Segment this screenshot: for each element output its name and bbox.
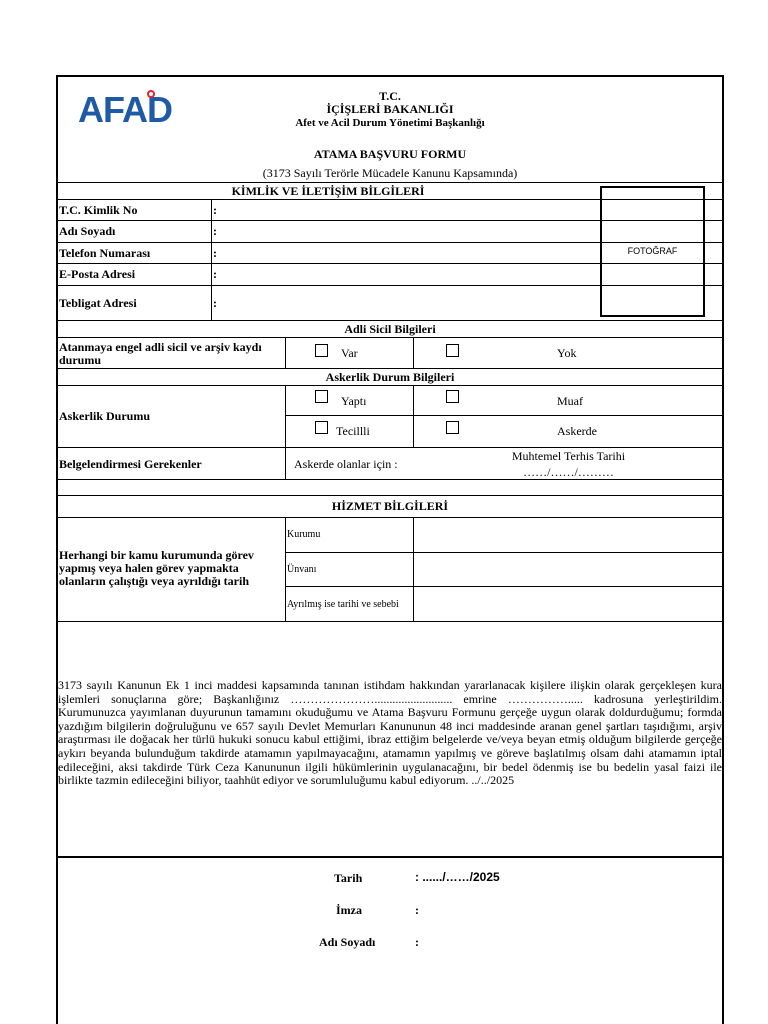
documentation-label: Belgelendirmesi Gerekenler [59, 457, 202, 471]
signature-field[interactable] [423, 898, 703, 922]
field-sep: : [213, 224, 217, 238]
header-ministry: İÇİŞLERİ BAKANLIĞI [326, 102, 454, 116]
name-input[interactable] [218, 222, 598, 241]
rule [56, 517, 724, 518]
rule [285, 552, 724, 553]
rule [285, 517, 286, 621]
header-line-1: T.C. [379, 89, 401, 103]
discharge-date-value[interactable]: ……/……/……… [523, 465, 614, 479]
date-value[interactable]: : ....../……/2025 [415, 870, 500, 884]
military-exempt-checkbox[interactable] [446, 390, 459, 403]
rule [285, 337, 286, 368]
title-input[interactable] [415, 554, 721, 585]
photo-box [600, 186, 705, 317]
criminal-question: Atanmaya engel adli sicil ve arşiv kaydı durumu [59, 340, 262, 367]
field-sep: : [213, 296, 217, 310]
service-section-title: HİZMET BİLGİLERİ [331, 499, 449, 513]
rule [413, 337, 414, 368]
rule [56, 242, 724, 243]
rule [56, 320, 724, 321]
rule [211, 199, 212, 320]
form-subtitle: (3173 Sayılı Terörle Mücadele Kanunu Kapsamında) [262, 166, 518, 180]
form-title: ATAMA BAŞVURU FORMU [313, 147, 467, 161]
rule [56, 479, 724, 480]
rule [56, 220, 724, 221]
signature-sep: : [415, 903, 419, 917]
military-label: Askerlik Durumu [59, 409, 151, 423]
signer-name-label: Adı Soyadı [319, 935, 376, 949]
phone-input[interactable] [218, 244, 598, 262]
field-sep: : [213, 203, 217, 217]
signer-name-sep: : [415, 935, 419, 949]
address-input[interactable] [218, 287, 598, 319]
rule [56, 182, 724, 183]
military-inservice-checkbox[interactable] [446, 421, 459, 434]
military-done-label: Yaptı [341, 394, 367, 408]
afad-logo-text: AFAD [78, 89, 172, 130]
military-exempt-label: Muaf [557, 394, 583, 408]
field-label-name: Adı Soyadı [59, 224, 116, 238]
tc-kimlik-input[interactable] [218, 201, 598, 219]
rule [56, 385, 724, 386]
criminal-var-checkbox[interactable] [315, 344, 328, 357]
field-label-tc: T.C. Kimlik No [59, 203, 138, 217]
military-done-checkbox[interactable] [315, 390, 328, 403]
photo-label: FOTOĞRAF [627, 246, 678, 256]
service-field-title: Ünvanı [287, 564, 317, 575]
field-sep: : [213, 267, 217, 281]
header-agency: Afet ve Acil Durum Yönetimi Başkanlığı [295, 117, 485, 129]
institution-input[interactable] [415, 519, 721, 551]
military-inservice-label: Askerde [557, 424, 597, 438]
email-input[interactable] [218, 265, 598, 284]
field-sep: : [213, 246, 217, 260]
rule [285, 415, 724, 416]
military-deferred-label: Tecillli [336, 424, 370, 438]
leave-date-reason-input[interactable] [415, 588, 721, 620]
rule [56, 285, 724, 286]
rule [56, 447, 724, 448]
service-question: Herhangi bir kamu kurumunda görev yapmış veya halen görev yapmakta olanların çalıştığı veya ayrıldığı tarih [59, 548, 254, 588]
form-border-right [722, 75, 724, 1024]
service-field-institution: Kurumu [287, 529, 321, 540]
form-border-top [56, 75, 724, 77]
criminal-yok-checkbox[interactable] [446, 344, 459, 357]
rule [285, 385, 286, 479]
date-label: Tarih [334, 871, 363, 885]
field-label-email: E-Posta Adresi [59, 267, 136, 281]
rule [285, 586, 724, 587]
criminal-var-label: Var [341, 346, 358, 360]
rule [56, 621, 724, 622]
form-border-left [56, 75, 58, 1024]
rule [56, 495, 724, 496]
rule [413, 385, 414, 447]
in-service-note: Askerde olanlar için : [294, 457, 398, 471]
field-label-address: Tebligat Adresi [59, 296, 137, 310]
discharge-date-title: Muhtemel Terhis Tarihi [511, 449, 626, 463]
rule [56, 856, 724, 858]
rule [56, 263, 724, 264]
field-label-phone: Telefon Numarası [59, 246, 151, 260]
identity-section-title: KİMLİK VE İLETİŞİM BİLGİLERİ [231, 184, 425, 198]
military-deferred-checkbox[interactable] [315, 421, 328, 434]
declaration-text: 3173 sayılı Kanunun Ek 1 inci maddesi kapsamında tanınan istihdam hakkından yararlanacak kişilere ilişkin olarak gerçekleşen kura işlemleri sonuçlarına göre; Başkanlığınız ………………….......................... emrine ……………..... kadrosuna yerleştirildim. Kurumunuzca yayımlanan duyurunun tamamını okuduğumu ve Atama Başvuru Formunu gerçeğe uygun olarak doldurduğumu; formda yazdığım bilgilerin doğruluğunu ve 657 sayılı Devlet Memurları Kanununun 48 inci maddesinde aranan genel şartları taşıdığımı, arşiv araştırması ile doğacak her türlü hukuki sonucu kabul ettiğimi, ibraz ettiğim belgelerde ve/veya beyan etmiş olduğum bilgilerde gerçeğe aykırı beyanda bulunduğum takdirde atamamın yapılmayacağını, atamamın yapılmış ve göreve başlatılmış olsam dahi atamamın iptal edileceğini, aksi takdirde Türk Ceza Kanununun ilgili hükümlerinin uygulanacağını, bir bedel ödenmiş ise bu bedelin yasal faizi ile birlikte tazmin edileceğini biliyor, taahhüt ediyor ve sorumluluğumu kabul ediyorum. ../../2025 [58, 678, 722, 788]
rule [56, 337, 724, 338]
service-field-leave: Ayrılmış ise tarihi ve sebebi [287, 599, 399, 610]
military-section-title: Askerlik Durum Bilgileri [325, 370, 455, 384]
criminal-yok-label: Yok [557, 346, 577, 360]
signer-name-input[interactable] [423, 930, 703, 952]
signature-label: İmza [336, 903, 362, 917]
rule [56, 368, 724, 369]
rule [413, 517, 414, 621]
criminal-section-title: Adli Sicil Bilgileri [344, 322, 436, 336]
